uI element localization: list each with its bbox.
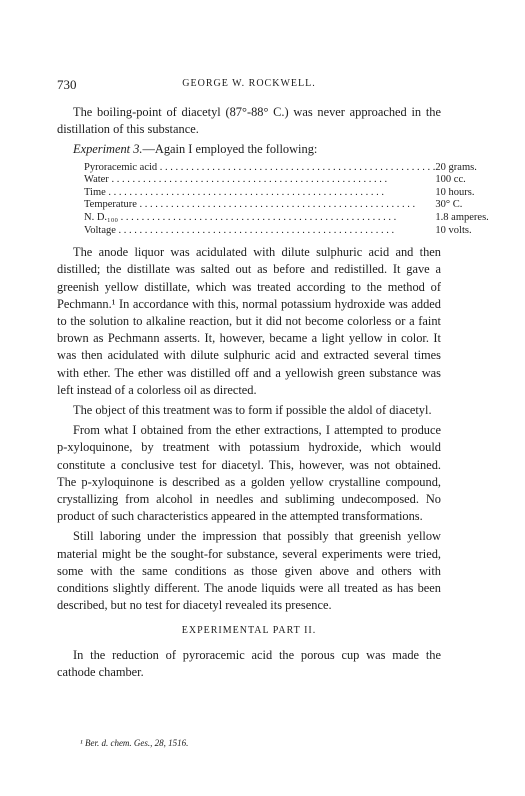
leader-dots bbox=[137, 199, 415, 210]
paragraph: The boiling-point of diacetyl (87°-88° C.) was never approached in the distillation of this substance. bbox=[57, 105, 441, 137]
paragraph: In the reduction of pyroracemic acid the porous cup was made the cathode chamber. bbox=[57, 647, 441, 679]
parameter-label-text: Pyroracemic acid bbox=[84, 161, 158, 173]
parameter-label-text: N. D.₁₀₀ bbox=[84, 211, 119, 223]
leader-dots bbox=[106, 187, 384, 198]
parameter-value: 20 grams. bbox=[435, 161, 477, 173]
running-title: GEORGE W. ROCKWELL. bbox=[182, 78, 316, 89]
parameter-label-text: Water bbox=[84, 174, 109, 186]
parameter-row bbox=[84, 187, 489, 200]
parameter-row bbox=[84, 162, 489, 175]
parameter-value: 30° C. bbox=[435, 199, 463, 211]
parameter-value: 10 hours. bbox=[435, 186, 475, 198]
paragraph: The anode liquor was acidulated with dilute sulphuric acid and then distilled; the distillate was salted out as before and redistilled. It gave a greenish yellow distillate, which was treated according to the method of Pechmann.¹ In accordance with this, normal potassium hydroxide was added to the solution to alkaline reaction, but it did not become colorless or a faint brown as Pechmann asserts. It, however, became a light yellow in color. It was then acidulated with dilute sulphuric acid and extracted several times with ether. The ether was distilled off and a yellowish green substance was left instead of a colorless oil as directed. bbox=[57, 245, 441, 397]
parameter-label-text: Temperature bbox=[84, 199, 137, 211]
experiment-label: Experiment 3. bbox=[73, 142, 143, 157]
parameter-label bbox=[84, 174, 435, 187]
parameter-row bbox=[84, 212, 489, 225]
parameter-row bbox=[84, 199, 489, 212]
parameter-label bbox=[84, 187, 435, 200]
parameter-value: 1.8 amperes. bbox=[435, 211, 489, 223]
paragraph: From what I obtained from the ether extractions, I attempted to produce p-xyloquinone, by treatment with potassium hydroxide, which would constitute a conclusive test for diacetyl. This, however, was not obtained. The p-xyloquinone is described as a golden yellow crystalline compound, crystallizing from alcohol in needles and subliming undecomposed. No product of such characteristics appeared in the attempted transformations. bbox=[57, 423, 441, 524]
leader-dots bbox=[157, 162, 435, 173]
parameter-row bbox=[84, 174, 489, 187]
parameter-label bbox=[84, 225, 435, 238]
parameter-value: 100 cc. bbox=[435, 174, 466, 186]
parameter-label-text: Time bbox=[84, 186, 106, 198]
leader-dots bbox=[116, 225, 394, 236]
parameter-row bbox=[84, 225, 489, 238]
experiment-line bbox=[57, 141, 441, 158]
parameter-label bbox=[84, 212, 435, 225]
parameter-label bbox=[84, 162, 435, 175]
leader-dots bbox=[118, 212, 396, 223]
footnote: ¹ Ber. d. chem. Ges., 28, 1516. bbox=[80, 738, 189, 748]
page-header bbox=[57, 77, 441, 93]
paragraph: The object of this treatment was to form if possible the aldol of diacetyl. bbox=[73, 403, 432, 417]
page-number: 730 bbox=[57, 77, 77, 92]
parameter-table bbox=[84, 162, 489, 238]
paragraph: Still laboring under the impression that possibly that greenish yellow material might be the sought-for substance, several experiments were tried, some with the same conditions as those given above and others with conditions slightly different. The anode liquids were all treated as has been described, but no test for diacetyl revealed its presence. bbox=[57, 529, 441, 613]
parameter-label bbox=[84, 199, 435, 212]
experiment-text: —Again I employed the following: bbox=[142, 142, 318, 157]
section-heading: EXPERIMENTAL PART II. bbox=[181, 625, 317, 637]
parameter-label-text: Voltage bbox=[84, 224, 116, 236]
parameter-value: 10 volts. bbox=[435, 224, 472, 236]
body-text bbox=[57, 104, 489, 684]
leader-dots bbox=[109, 174, 387, 185]
